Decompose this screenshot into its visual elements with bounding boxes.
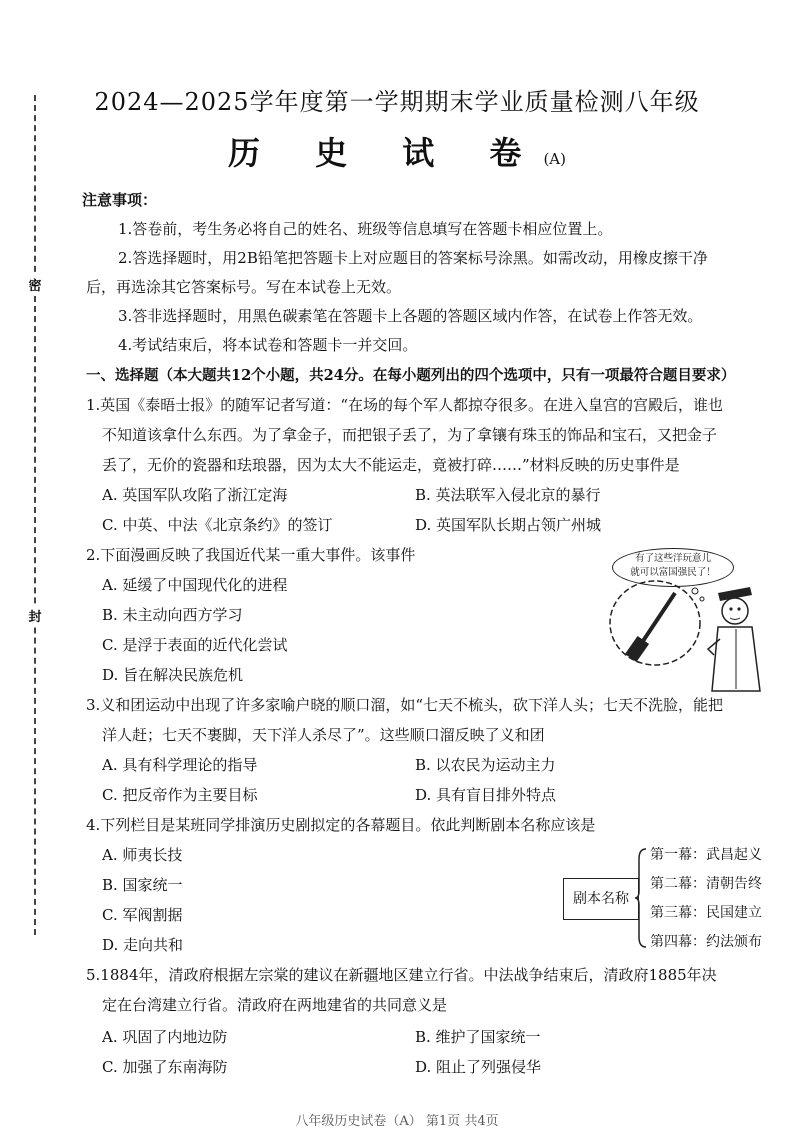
- question-4-option-a[interactable]: A. 师夷长技: [102, 846, 183, 864]
- question-3-stem: 洋人赶；七天不裹脚，天下洋人杀尽了”。这些顺口溜反映了义和团: [102, 726, 545, 744]
- question-3-option-a[interactable]: A. 具有科学理论的指导: [102, 756, 258, 774]
- question-3-option-c[interactable]: C. 把反帝作为主要目标: [102, 786, 258, 804]
- question-5-stem: 5.1884年，清政府根据左宗棠的建议在新疆地区建立行省。中法战争结束后，清政府1885年决: [86, 966, 717, 984]
- subject-title: [0, 128, 794, 174]
- act-item: 第二幕：清朝告终: [650, 876, 762, 892]
- question-1-stem: 丢了，无价的瓷器和珐琅器，因为太大不能运走，竟被打碎……”材料反映的历史事件是: [102, 456, 680, 474]
- question-4-option-c[interactable]: C. 军阀割据: [102, 906, 183, 924]
- section-heading: 一、选择题（本大题共12个小题，共24分。在每小题列出的四个选项中，只有一项最符合题目要求）: [86, 367, 736, 384]
- script-name-box: 剧本名称: [563, 878, 639, 920]
- qing-official-cartoon: [600, 543, 780, 693]
- question-5-option-a[interactable]: A. 巩固了内地边防: [102, 1028, 228, 1046]
- question-2-option-a[interactable]: A. 延缓了中国现代化的进程: [102, 576, 288, 594]
- act-item: 第四幕：约法颁布: [650, 934, 762, 950]
- cartoon-speech-line: 就可以富国强民了！: [630, 567, 716, 578]
- question-1-option-a[interactable]: A. 英国军队攻陷了浙江定海: [102, 486, 288, 504]
- act-item: 第三幕：民国建立: [650, 905, 762, 921]
- question-1-option-c[interactable]: C. 中英、中法《北京条约》的签订: [102, 516, 333, 534]
- question-2-option-d[interactable]: D. 旨在解决民族危机: [102, 666, 244, 684]
- subject-name: 历 史 试 卷: [228, 134, 544, 172]
- question-1-stem: 1.英国《泰晤士报》的随军记者写道：“在场的每个军人都掠夺很多。在进入皇宫的宫殿后，谁也: [86, 396, 723, 414]
- page-footer: 八年级历史试卷（A） 第1页 共4页: [295, 1114, 499, 1129]
- question-3-option-d[interactable]: D. 具有盲目排外特点: [415, 786, 557, 804]
- question-4-option-b[interactable]: B. 国家统一: [102, 876, 183, 894]
- notice-item: 后，再选涂其它答案标号。写在本试卷上无效。: [86, 278, 402, 296]
- question-5-stem: 定在台湾建立行省。清政府在两地建省的共同意义是: [102, 996, 448, 1014]
- paper-version: (A): [543, 150, 566, 168]
- question-5-option-d[interactable]: D. 阻止了列强侵华: [415, 1058, 542, 1076]
- question-4-stem: 4.下列栏目是某班同学排演历史剧拟定的各幕题目。依此判断剧本名称应该是: [86, 816, 596, 834]
- question-1-stem: 不知道该拿什么东西。为了拿金子，而把银子丢了，为了拿镶有珠玉的饰品和宝石，又把金子: [102, 426, 718, 444]
- question-2-option-c[interactable]: C. 是浮于表面的近代化尝试: [102, 636, 288, 654]
- notice-item: 4.考试结束后，将本试卷和答题卡一并交回。: [118, 336, 418, 354]
- question-4-option-d[interactable]: D. 走向共和: [102, 936, 184, 954]
- question-3-option-b[interactable]: B. 以农民为运动主力: [415, 756, 556, 774]
- act-item: 第一幕：武昌起义: [650, 847, 762, 863]
- binding-mark-mi: 密: [26, 275, 44, 294]
- question-1-option-d[interactable]: D. 英国军队长期占领广州城: [415, 516, 602, 534]
- question-2-stem: 2.下面漫画反映了我国近代某一重大事件。该事件: [86, 546, 416, 564]
- question-5-option-c[interactable]: C. 加强了东南海防: [102, 1058, 228, 1076]
- binding-mark-feng: 封: [26, 606, 44, 625]
- binding-dashed-line: [34, 95, 36, 935]
- question-1-option-b[interactable]: B. 英法联军入侵北京的暴行: [415, 486, 601, 504]
- notice-item: 2.答选择题时，用2B铅笔把答题卡上对应题目的答案标号涂黑。如需改动，用橡皮擦干净: [118, 249, 708, 267]
- brace-icon: [635, 847, 647, 949]
- notice-item: 3.答非选择题时，用黑色碳素笔在答题卡上各题的答题区域内作答，在试卷上作答无效。: [118, 307, 703, 325]
- question-2-option-b[interactable]: B. 未主动向西方学习: [102, 606, 243, 624]
- question-3-stem: 3.义和团运动中出现了许多家喻户晓的顺口溜，如“七天不梳头，砍下洋人头；七天不洗脸，能把: [86, 696, 723, 714]
- question-5-option-b[interactable]: B. 维护了国家统一: [415, 1028, 541, 1046]
- notice-item: 1.答卷前，考生务必将自己的姓名、班级等信息填写在答题卡相应位置上。: [118, 220, 613, 238]
- cartoon-speech-line: 有了这些洋玩意儿: [634, 553, 711, 564]
- exam-title: 2024—2025学年度第一学期期末学业质量检测八年级: [94, 88, 700, 116]
- notice-heading: 注意事项：: [82, 191, 158, 209]
